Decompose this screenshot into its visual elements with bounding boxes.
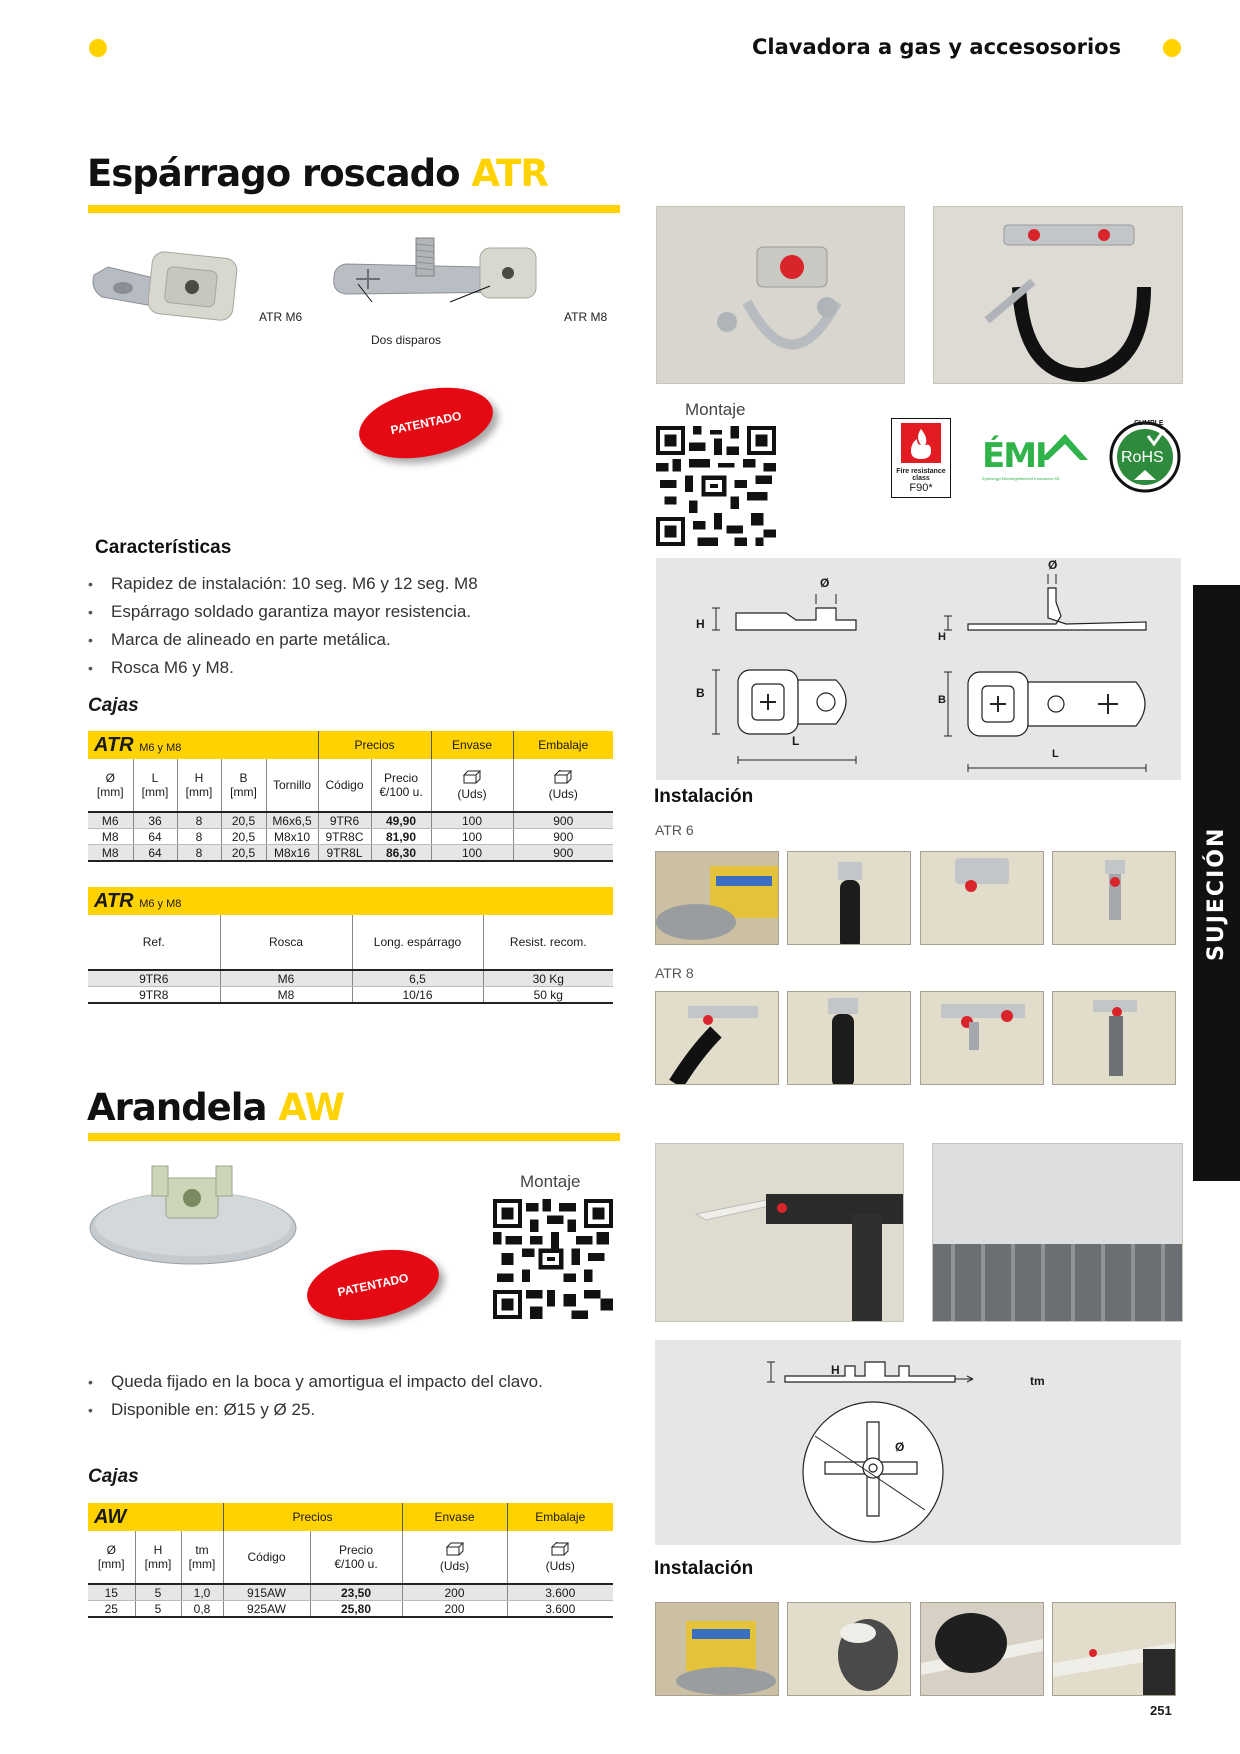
aw-install-step-2 <box>787 1602 911 1696</box>
col-header: (Uds) <box>402 1531 507 1584</box>
rohs-top-text: CUMPLE <box>1134 420 1164 427</box>
col-header: H [mm] <box>135 1531 181 1584</box>
table-row: M8 64 8 20,5 M8x10 9TR8C 81,90 100 900 <box>88 829 613 845</box>
atr-spec-table <box>88 887 613 1004</box>
rohs-text: RoHS <box>1121 449 1164 466</box>
category-sidebar-tab <box>1193 585 1240 1181</box>
page-number: 251 <box>1150 1703 1172 1718</box>
dim-label-h: H <box>696 617 705 631</box>
col-header: Precio €/100 u. <box>310 1531 402 1584</box>
col-header: Tornillo <box>266 759 318 812</box>
header-dot-left <box>89 39 107 57</box>
aw-dim-label-h: H <box>831 1363 840 1377</box>
fire-resistance-certificate <box>891 418 951 498</box>
aw-title-underline <box>88 1133 620 1141</box>
atr-feature-item: • Rapidez de instalación: 10 seg. M6 y 12 seg. M8 <box>88 570 648 598</box>
aw-feature-item: • Disponible en: Ø15 y Ø 25. <box>88 1396 648 1424</box>
aw-price-table <box>88 1503 613 1618</box>
aw-title-main: Arandela <box>87 1086 279 1129</box>
aw-montaje-label: Montaje <box>520 1172 581 1191</box>
aw-table-name: AW <box>88 1503 223 1531</box>
aw-install-step-4 <box>1052 1602 1176 1696</box>
col-header: Ø [mm] <box>88 759 133 812</box>
col-header: Long. espárrago <box>352 915 483 970</box>
dim-label-h-m8: H <box>938 631 946 643</box>
col-header: (Uds) <box>513 759 613 812</box>
atr-m8-product-image <box>330 232 540 322</box>
atr-m6-product-image <box>88 245 253 325</box>
box-icon <box>445 1542 465 1556</box>
atr-m8-label: ATR M8 <box>564 310 608 324</box>
table-row: 9TR8 M8 10/16 50 kg <box>88 987 613 1004</box>
atr-montaje-label: Montaje <box>685 400 746 419</box>
atr-mounted-photo-1 <box>656 206 905 384</box>
aw-mounted-photo-2 <box>932 1143 1183 1322</box>
atr-patentado-badge: PATENTADO <box>353 377 500 470</box>
table-row: M6 36 8 20,5 M6x6,5 9TR6 49,90 100 900 <box>88 812 613 829</box>
fire-rating: F90* <box>909 482 933 494</box>
atr8-label: ATR 8 <box>655 965 694 981</box>
dim-label-phi-m8: Ø <box>1048 558 1058 572</box>
atr-cajas-heading: Cajas <box>88 695 139 716</box>
aw-title-accent: AW <box>278 1086 345 1129</box>
aw-install-step-3 <box>920 1602 1044 1696</box>
aw-table-precios-header: Precios <box>223 1503 402 1531</box>
atr-price-table <box>88 731 613 862</box>
atr6-install-step-4 <box>1052 851 1176 945</box>
atr-dimension-diagram <box>656 558 1181 780</box>
atr-title-accent: ATR <box>471 152 548 195</box>
atr-title-main: Espárrago roscado <box>87 152 472 195</box>
atr8-install-step-3 <box>920 991 1044 1085</box>
col-header: Código <box>318 759 371 812</box>
aw-dim-label-tm: tm <box>1030 1374 1045 1388</box>
atr-montaje-qr-code[interactable] <box>656 425 776 547</box>
aw-patentado-badge: PATENTADO <box>301 1239 446 1331</box>
emi-certificate-logo <box>980 430 1090 484</box>
emi-logo-subtext: Építésügyi Minőségellenőrző Innovációs Kft. <box>982 476 1061 481</box>
col-header: B [mm] <box>221 759 266 812</box>
atr-title-underline <box>88 205 620 213</box>
dim-label-l-m8: L <box>1052 748 1059 760</box>
open-box-icon <box>553 770 573 784</box>
col-header: L [mm] <box>133 759 177 812</box>
fire-icon <box>901 423 941 463</box>
fire-class-line2: class <box>912 475 930 482</box>
aw-instalacion-heading: Instalación <box>654 1558 754 1579</box>
atr8-install-step-2 <box>787 991 911 1085</box>
atr-mounted-photo-2 <box>933 206 1183 384</box>
box-icon <box>462 770 482 784</box>
atr-section-title <box>87 152 548 195</box>
table-row: 25 5 0,8 925AW 25,80 200 3.600 <box>88 1601 613 1618</box>
open-box-icon <box>550 1542 570 1556</box>
atr-table-embalaje-header: Embalaje <box>513 731 613 759</box>
atr-table-envase-header: Envase <box>431 731 513 759</box>
col-header: Ref. <box>88 915 220 970</box>
aw-features-list <box>88 1368 648 1424</box>
atr-caracteristicas-heading: Características <box>95 537 232 558</box>
aw-section-title <box>87 1086 344 1129</box>
atr6-install-step-2 <box>787 851 911 945</box>
sidebar-label: SUJECIÓN <box>1204 826 1229 961</box>
aw-table-envase-header: Envase <box>402 1503 507 1531</box>
table-row: M8 64 8 20,5 M8x16 9TR8L 86,30 100 900 <box>88 845 613 862</box>
atr-instalacion-heading: Instalación <box>654 786 754 807</box>
col-header: Código <box>223 1531 310 1584</box>
col-header: tm [mm] <box>181 1531 223 1584</box>
atr-table-precios-header: Precios <box>318 731 431 759</box>
col-header: Precio €/100 u. <box>371 759 431 812</box>
header-dot-right <box>1163 39 1181 57</box>
aw-install-step-1 <box>655 1602 779 1696</box>
atr8-install-step-4 <box>1052 991 1176 1085</box>
atr6-install-step-3 <box>920 851 1044 945</box>
table-row: 9TR6 M6 6,5 30 Kg <box>88 970 613 987</box>
atr-dos-disparos-label: Dos disparos <box>371 333 442 347</box>
aw-dim-label-phi: Ø <box>895 1440 905 1454</box>
col-header: Resist. recom. <box>483 915 613 970</box>
aw-product-image <box>88 1158 303 1268</box>
atr6-label: ATR 6 <box>655 822 694 838</box>
dim-label-b: B <box>696 686 705 700</box>
header-title: Clavadora a gas y accesosorios <box>752 35 1122 59</box>
aw-dimension-diagram <box>655 1340 1181 1545</box>
atr-spec-table-name: ATR M6 y M8 <box>88 887 613 915</box>
atr6-install-step-1 <box>655 851 779 945</box>
col-header: Ø [mm] <box>88 1531 135 1584</box>
dim-label-l: L <box>792 734 800 748</box>
atr8-install-step-1 <box>655 991 779 1085</box>
col-header: (Uds) <box>507 1531 613 1584</box>
fire-class-line1: Fire resistance <box>896 468 946 475</box>
col-header: Rosca <box>220 915 352 970</box>
aw-feature-item: • Queda fijado en la boca y amortigua el impacto del clavo. <box>88 1368 648 1396</box>
aw-cajas-heading: Cajas <box>88 1466 139 1487</box>
rohs-certificate-logo <box>1108 420 1182 494</box>
dim-label-b-m8: B <box>938 694 946 706</box>
aw-table-embalaje-header: Embalaje <box>507 1503 613 1531</box>
atr-feature-item: • Rosca M6 y M8. <box>88 654 648 682</box>
atr-table-name: ATR M6 y M8 <box>88 731 318 759</box>
emi-logo-text: ÉMI <box>982 436 1046 476</box>
atr-features-list <box>88 570 648 682</box>
aw-mounted-photo-1 <box>655 1143 904 1322</box>
atr-feature-item: • Espárrago soldado garantiza mayor resistencia. <box>88 598 648 626</box>
col-header: H [mm] <box>177 759 221 812</box>
atr-feature-item: • Marca de alineado en parte metálica. <box>88 626 648 654</box>
aw-montaje-qr-code[interactable] <box>493 1198 613 1320</box>
table-row: 15 5 1,0 915AW 23,50 200 3.600 <box>88 1584 613 1601</box>
col-header: (Uds) <box>431 759 513 812</box>
atr-m6-label: ATR M6 <box>259 310 303 324</box>
dim-label-phi: Ø <box>820 576 830 590</box>
